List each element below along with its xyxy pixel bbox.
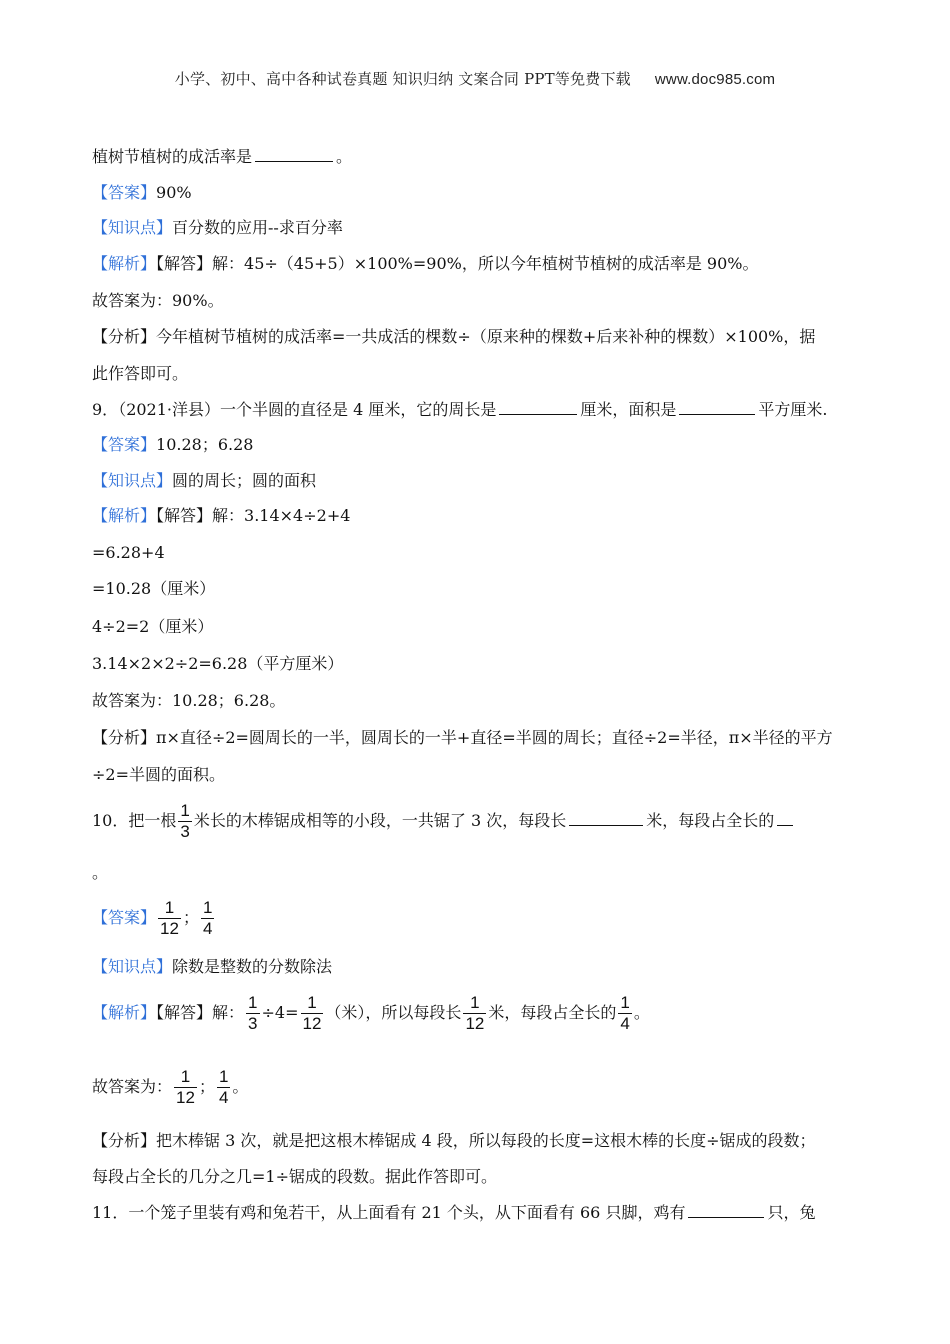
fraction: $\frac{1}{4}$	[218, 1067, 229, 1107]
answer-blank	[255, 147, 333, 162]
q11-stem: 11．一个笼子里装有鸡和兔若干，从上面看有 21 个头，从下面看有 66 只脚，鸡有 只，兔	[92, 1203, 816, 1222]
review-tag: 【分析】	[92, 327, 157, 346]
fraction: $\frac{1}{4}$	[620, 993, 630, 1033]
fraction: $\frac{1}{12}$	[302, 993, 322, 1033]
knowledge-tag: 【知识点】	[92, 218, 173, 237]
analysis-tag: 【解析】	[92, 254, 157, 273]
q9-step: =6.28+4	[92, 543, 165, 562]
q10-review-cont: 每段占全长的几分之几=1÷锯成的段数。据此作答即可。	[92, 1167, 497, 1186]
fraction: $\frac{1}{3}$	[248, 993, 258, 1033]
knowledge-tag: 【知识点】	[92, 957, 173, 976]
analysis-tag: 【解析】	[92, 1003, 157, 1022]
header-text: 小学、初中、高中各种试卷真题 知识归纳 文案合同 PPT等免费下载	[174, 70, 631, 88]
q8-answer: 【答案】90%	[92, 183, 192, 202]
fraction: $\frac{1}{12}$	[176, 1067, 195, 1107]
q9-knowledge: 【知识点】圆的周长；圆的面积	[92, 471, 317, 490]
q10-analysis: 【解析】【解答】解： $\frac{1}{3}$ ÷4= $\frac{1}{12}$ （米），所以每段长 $\frac{1}{12}$ 米，每段占全长的 $\frac{1}{4}$ 。	[92, 993, 650, 1033]
q9-conclusion: 故答案为：10.28；6.28。	[92, 691, 286, 710]
q8-stem: 植树节植树的成活率是 。	[92, 147, 353, 166]
answer-blank	[569, 811, 643, 826]
q9-step: 4÷2=2（厘米）	[92, 617, 214, 636]
q8-knowledge: 【知识点】百分数的应用--求百分率	[92, 218, 343, 237]
analysis-tag: 【解析】	[92, 506, 157, 525]
q9-analysis: 【解析】【解答】解：3.14×4÷2+4	[92, 506, 351, 525]
fraction: $\frac{1}{4}$	[202, 898, 213, 938]
q9-stem: 9．（2021·洋县）一个半圆的直径是 4 厘米，它的周长是 厘米，面积是 平方厘米.	[92, 400, 828, 419]
answer-tag: 【答案】	[92, 183, 157, 202]
page-header	[0, 68, 950, 89]
fraction: $\frac{1}{3}$	[180, 801, 190, 841]
answer-tag: 【答案】	[92, 908, 157, 927]
q8-conclusion: 故答案为：90%。	[92, 291, 224, 310]
q8-review-cont: 此作答即可。	[92, 364, 189, 383]
header-url[interactable]: www.doc985.com	[654, 71, 776, 88]
review-tag: 【分析】	[92, 728, 157, 747]
q10-stem: 10．把一根 $\frac{1}{3}$ 米长的木棒锯成相等的小段，一共锯了 3 次，每段长 米，每段占全长的	[92, 801, 796, 842]
fraction: $\frac{1}{12}$	[465, 993, 485, 1033]
answer-tag: 【答案】	[92, 435, 157, 454]
q9-step: =10.28（厘米）	[92, 579, 216, 598]
answer-blank	[688, 1203, 764, 1218]
review-tag: 【分析】	[92, 1131, 157, 1150]
answer-blank	[679, 400, 755, 415]
q9-review-cont: ÷2=半圆的面积。	[92, 765, 225, 784]
q9-answer: 【答案】10.28；6.28	[92, 435, 254, 454]
answer-blank	[777, 811, 793, 826]
q10-answer: 【答案】 $\frac{1}{12}$ ； $\frac{1}{4}$	[92, 898, 213, 938]
q10-knowledge: 【知识点】除数是整数的分数除法	[92, 957, 333, 976]
q10-stem-end: 。	[92, 863, 109, 882]
fraction: $\frac{1}{12}$	[160, 898, 179, 938]
q8-review: 【分析】今年植树节植树的成活率=一共成活的棵数÷（原来种的棵数+后来补种的棵数）×100%，据	[92, 327, 816, 346]
q8-analysis: 【解析】【解答】解：45÷（45+5）×100%=90%，所以今年植树节植树的成活率是 90%。	[92, 254, 759, 273]
q9-step: 3.14×2×2÷2=6.28（平方厘米）	[92, 654, 344, 673]
q9-review: 【分析】π×直径÷2=圆周长的一半，圆周长的一半+直径=半圆的周长；直径÷2=半径，π×半径的平方	[92, 728, 833, 747]
knowledge-tag: 【知识点】	[92, 471, 173, 490]
q10-conclusion: 故答案为： $\frac{1}{12}$ ； $\frac{1}{4}$ 。	[92, 1067, 249, 1107]
answer-blank	[499, 400, 577, 415]
q10-review: 【分析】把木棒锯 3 次，就是把这根木棒锯成 4 段，所以每段的长度=这根木棒的长度÷锯成的段数；	[92, 1131, 816, 1150]
